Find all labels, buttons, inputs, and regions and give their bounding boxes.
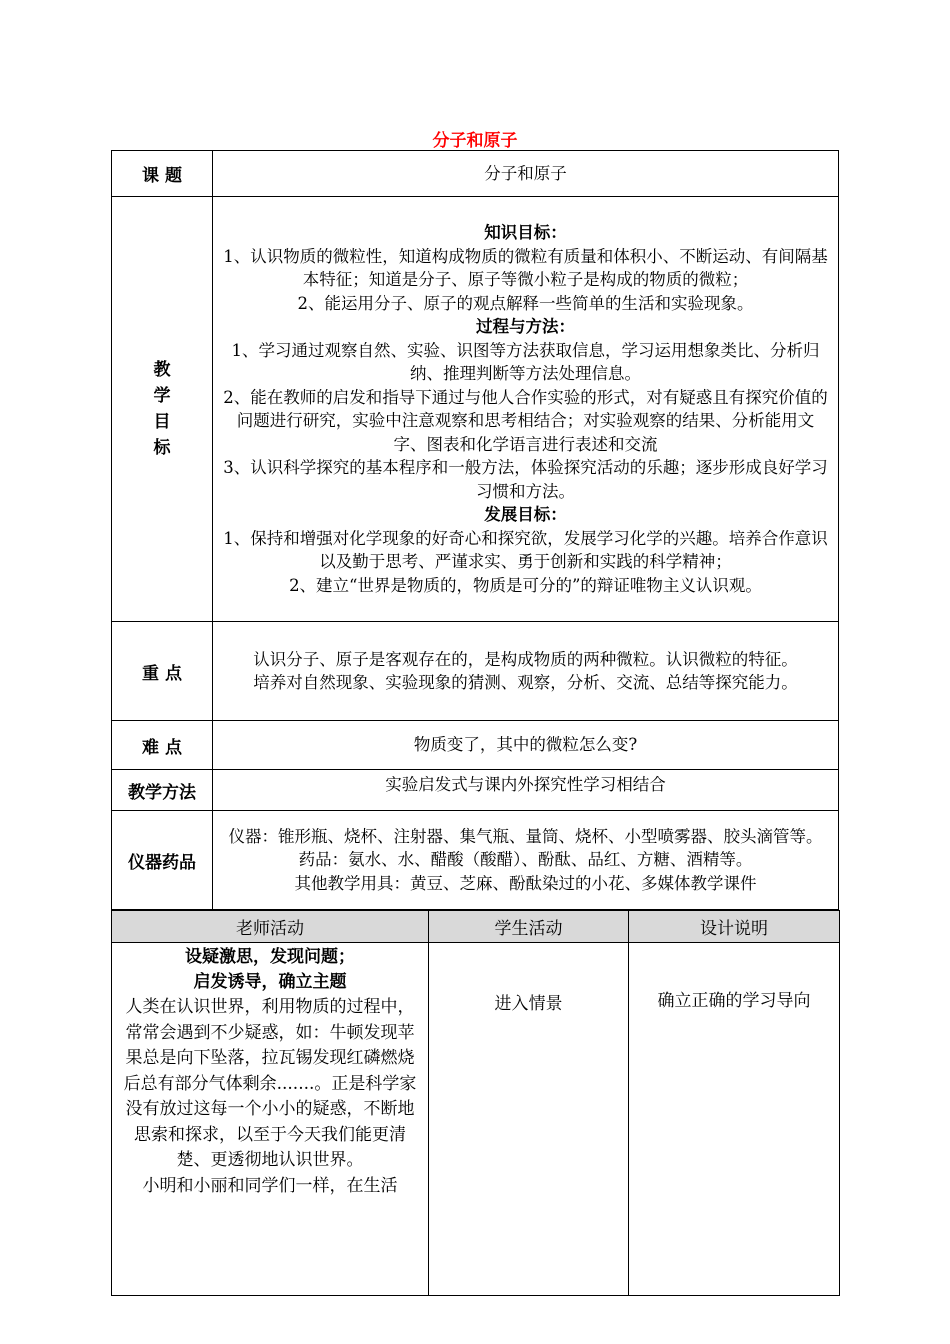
design-note: 确立正确的学习导向 — [629, 943, 840, 1296]
topic-label: 课 题 — [112, 151, 213, 197]
materials-row — [112, 811, 839, 910]
process-item: 1、学习通过观察自然、实验、识图等方法获取信息，学习运用想象类比、分析归纳、推理判断等方法处理信息。 — [231, 340, 820, 383]
activity-header-row — [112, 911, 840, 943]
key-point-item: 认识分子、原子是客观存在的，是构成物质的两种微粒。认识微粒的特征。 — [253, 649, 798, 669]
student-activity: 进入情景 — [429, 943, 629, 1296]
knowledge-heading: 知识目标： — [484, 223, 567, 242]
topic-value: 分子和原子 — [213, 151, 839, 197]
knowledge-item: 2、能运用分子、原子的观点解释一些简单的生活和实验现象。 — [297, 293, 754, 313]
method-value: 实验启发式与课内外探究性学习相结合 — [213, 770, 839, 811]
process-heading: 过程与方法： — [476, 317, 575, 336]
develop-item: 1、保持和增强对化学现象的好奇心和探究欲，发展学习化学的兴趣。培养合作意识以及勤于思考、严谨求实、勇于创新和实践的科学精神； — [223, 528, 828, 571]
process-item: 3、认识科学探究的基本程序和一般方法，体验探究活动的乐趣；逐步形成良好学习习惯和方法。 — [223, 458, 828, 501]
goals-label — [112, 197, 213, 622]
difficulty-label: 难 点 — [112, 721, 213, 770]
header-design: 设计说明 — [629, 911, 840, 943]
activity-table — [111, 910, 840, 1296]
teacher-heading: 启发诱导，确立主题 — [193, 972, 347, 992]
goals-row — [112, 197, 839, 622]
materials-label: 仪器药品 — [112, 811, 213, 910]
teacher-heading: 设疑激思，发现问题； — [185, 947, 355, 967]
teacher-activity — [112, 943, 429, 1296]
method-label: 教学方法 — [112, 770, 213, 811]
header-teacher: 老师活动 — [112, 911, 429, 943]
goals-label-char: 学 — [153, 386, 171, 406]
document-title: 分子和原子 — [432, 131, 518, 151]
teacher-text: 人类在认识世界，利用物质的过程中，常常会遇到不少疑惑，如：牛顿发现苹果总是向下坠落，拉瓦锡发现红磷燃烧后总有部分气体剩余.......。正是科学家没有放过这每一个小小的疑惑，不断地思索和探求，以至于今天我们能更清楚、更透彻地认识世界。 — [123, 997, 417, 1170]
materials-item: 仪器：锥形瓶、烧杯、注射器、集气瓶、量筒、烧杯、小型喷雾器、胶头滴管等。 — [228, 826, 823, 846]
goals-label-char: 标 — [153, 438, 171, 458]
goals-content — [213, 197, 839, 622]
key-points-content — [213, 622, 839, 721]
method-row — [112, 770, 839, 811]
difficulty-row — [112, 721, 839, 770]
materials-item: 药品：氨水、水、醋酸（酸醋）、酚酞、品红、方糖、酒精等。 — [298, 850, 753, 870]
knowledge-item: 1、认识物质的微粒性，知道构成物质的微粒有质量和体积小、不断运动、有间隔基本特征；知道是分子、原子等微小粒子是构成的物质的微粒； — [223, 246, 828, 289]
key-points-label: 重 点 — [112, 622, 213, 721]
key-point-item: 培养对自然现象、实验现象的猜测、观察，分析、交流、总结等探究能力。 — [253, 673, 798, 692]
topic-row — [112, 151, 839, 197]
develop-item: 2、建立“世界是物质的，物质是可分的”的辩证唯物主义认识观。 — [289, 575, 762, 595]
activity-row — [112, 943, 840, 1296]
header-student: 学生活动 — [429, 911, 629, 943]
difficulty-value: 物质变了，其中的微粒怎么变? — [213, 721, 839, 770]
materials-content — [213, 811, 839, 910]
teacher-text: 小明和小丽和同学们一样，在生活 — [142, 1175, 398, 1196]
key-points-row — [112, 622, 839, 721]
develop-heading: 发展目标： — [484, 505, 567, 524]
lesson-plan-table — [111, 150, 839, 910]
goals-label-char: 目 — [153, 412, 171, 432]
materials-item: 其他教学用具：黄豆、芝麻、酚酞染过的小花、多媒体教学课件 — [294, 873, 757, 893]
process-item: 2、能在教师的启发和指导下通过与他人合作实验的形式，对有疑惑且有探究价值的问题进行研究，实验中注意观察和思考相结合；对实验观察的结果、分析能用文字、图表和化学语言进行表述和交流 — [223, 387, 828, 454]
goals-label-char: 教 — [153, 360, 171, 380]
